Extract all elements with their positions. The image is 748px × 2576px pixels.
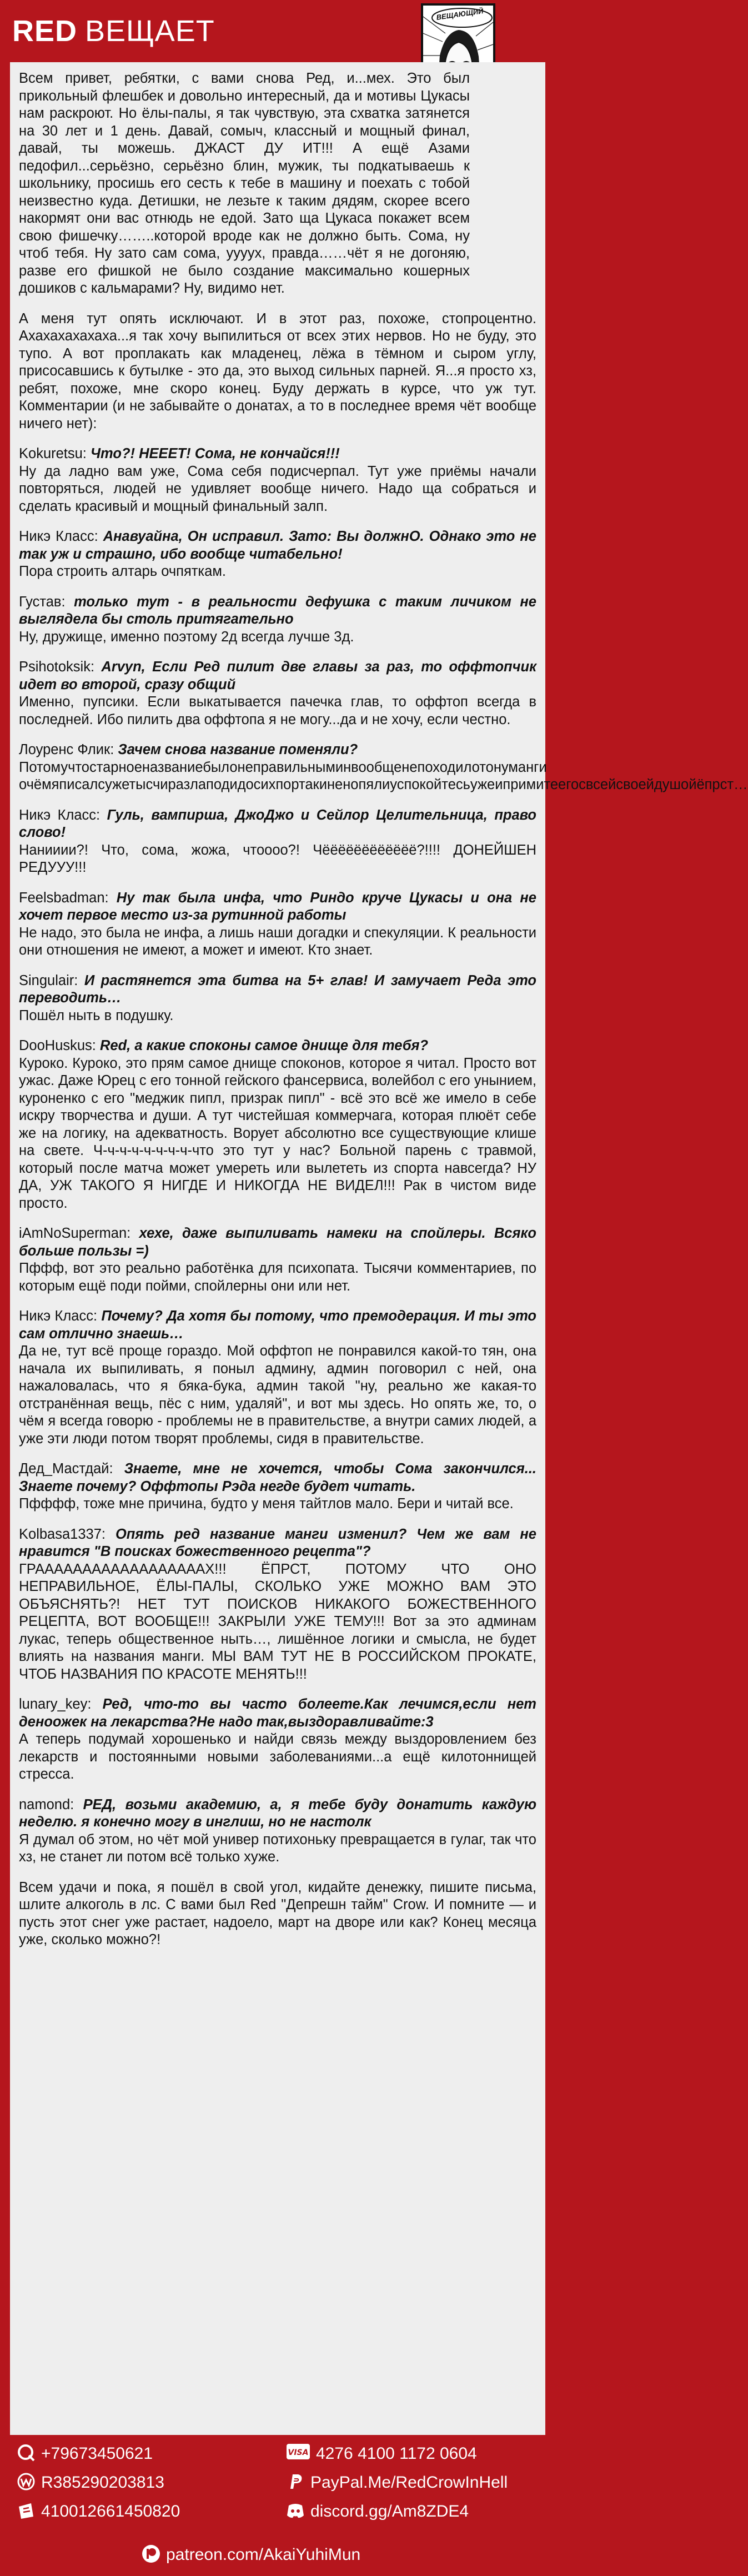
patreon-address: patreon.com/AkaiYuhiMun bbox=[166, 2545, 361, 2564]
comment-item bbox=[19, 807, 536, 877]
comment-quote: только тут - в реальности дефушка с таким личиком не выглядела бы столь притягательно bbox=[19, 594, 536, 627]
comment-reply: Да не, тут всё проще гораздо. Мой оффтоп не понравился какой-то тян, она начала их выпиливать, я поныл админу, админ поговорил с ней, она нажаловалась, что я бяка-бука, админ такой "ну, реально же какая-то отстранённая вещь, пёс с ним, удаляй", и вот мы здесь. Но опять же, то, о чём я всегда говорю - проблемы не в правительстве, а внутри самих людей, а уже эти люди потом творят проблемы, сидя в правительстве. bbox=[19, 1343, 536, 1447]
comment-item bbox=[19, 1460, 536, 1513]
comment-author: Густав: bbox=[19, 594, 66, 610]
yandex-money-link[interactable] bbox=[17, 2500, 180, 2522]
comment-author: Psihotoksik: bbox=[19, 659, 95, 675]
comment-reply: Пфффф, тоже мне причина, будто у меня тайтлов мало. Бери и читай все. bbox=[19, 1496, 514, 1512]
comment-item bbox=[19, 972, 536, 1025]
comment-item bbox=[19, 1526, 536, 1684]
offtop-text-panel bbox=[10, 62, 748, 2435]
comment-item bbox=[19, 741, 748, 794]
qiwi-number: +79673450621 bbox=[41, 2444, 153, 2463]
qiwi-icon bbox=[17, 2443, 36, 2462]
comment-author: Feelsbadman: bbox=[19, 890, 109, 906]
brand-bold: RED bbox=[12, 14, 78, 48]
comment-reply: А теперь подумай хорошенько и найди связь между выздоровлением без лекарств и постоянными новыми заболеваниями...а ещё килотоннищей стресса. bbox=[19, 1731, 536, 1782]
yandex-money-wallet: 410012661450820 bbox=[41, 2502, 180, 2521]
comment-author: Singulair: bbox=[19, 972, 78, 988]
comment-item bbox=[19, 659, 536, 729]
comment-reply: Именно, пупсики. Если выкатывается пачечка глав, то оффтоп всегда в последней. Ибо пилить два оффтопа я не могу...да и не хочу, если честно. bbox=[19, 694, 536, 727]
yandex-money-icon bbox=[17, 2501, 36, 2520]
comment-quote: Опять ред название манги изменил? Чем же вам не нравится "В поисках божественного рецепта"? bbox=[19, 1526, 536, 1559]
comment-author: DooHuskus: bbox=[19, 1038, 96, 1053]
comment-reply: Ну да ладно вам уже, Сома себя подисчерпал. Тут уже приёмы начали повторяться, людей не удивляет вообще ничего. Надо ща собраться и сделать красивый и мощный финальный залп. bbox=[19, 463, 536, 514]
webmoney-wallet: R385290203813 bbox=[41, 2473, 164, 2492]
comment-reply: Я думал об этом, но чёт мой универ потихоньку превращается в гулаг, так что хз, не станет ли потом всё только хуже. bbox=[19, 1831, 536, 1865]
discord-icon bbox=[286, 2501, 305, 2520]
comment-quote: И растянется эта битва на 5+ глав! И замучает Реда это переводить… bbox=[19, 972, 536, 1006]
visa-card-number: 4276 4100 1172 0604 bbox=[316, 2444, 477, 2463]
comment-quote: РЕД, возьми академию, а, я тебе буду донатить каждую неделю. я конечно могу в инглиш, но не настолк bbox=[19, 1796, 536, 1830]
portrait-caption: ВЕЩАЮЩИЙ bbox=[435, 7, 484, 22]
comment-reply: Нанииии?! Что, сома, жожа, чтоооо?! Чёёёёёёёёёёёё?!!!! ДОНЕЙШЕН РЕДУУУ!!! bbox=[19, 842, 536, 875]
comment-item bbox=[19, 528, 536, 581]
patreon-link[interactable] bbox=[142, 2543, 360, 2565]
comment-author: iAmNoSuperman: bbox=[19, 1226, 131, 1241]
comment-quote: Анавуайна, Он исправил. Зато: Вы должнО. Однако это не так уж и страшно, ибо вообще читабельно! bbox=[19, 529, 536, 562]
discord-invite: discord.gg/Am8ZDE4 bbox=[310, 2502, 469, 2521]
comment-author: Никэ Класс: bbox=[19, 529, 98, 544]
qiwi-link[interactable] bbox=[17, 2442, 153, 2464]
comment-item bbox=[19, 890, 536, 960]
comment-quote: Arvyn, Если Ред пилит две главы за раз, то оффтопчик идет во второй, сразу общий bbox=[19, 659, 536, 692]
comment-reply: Куроко. Куроко, это прям самое днище споконов, которое я читал. Просто вот ужас. Даже Юрец с его тонной гейского фансервиса, волейбол с его унынием, куроненко с его "меджик пипл, призрак пипл" - всё это всё же имело в себе искру творчества и души. А тут чистейшая коммерчага, которая плюёт себе же на логику, на адекватность. Ворует абсолютно все существующие клише на свете. Ч-ч-ч-ч-ч-ч-ч-ч-что это тут у нас? Больной парень с травмой, который после матча может умереть или вылететь из спорта навсегда? НУ ДА, УЖ ТАКОГО Я НИГДЕ И НИКОГДА НЕ ВИДЕЛ!!! Рак в чистом виде просто. bbox=[19, 1055, 536, 1211]
webmoney-icon bbox=[17, 2472, 36, 2491]
comment-item bbox=[19, 1696, 536, 1784]
comment-author: namond: bbox=[19, 1796, 74, 1812]
comment-quote: Гуль, вампирша, ДжоДжо и Сейлор Целительница, право слово! bbox=[19, 807, 536, 840]
comment-author: Kolbasa1337: bbox=[19, 1526, 106, 1542]
comment-author: Лоуренс Флик: bbox=[19, 742, 114, 757]
svg-text:VISA: VISA bbox=[288, 2448, 309, 2458]
comment-quote: Знаете, мне не хочется, чтобы Сома закончился... Знаете почему? Оффтопы Рэда негде будет читать. bbox=[19, 1461, 537, 1494]
comment-quote: Что?! НЕЕЕТ! Сома, не кончайся!!! bbox=[91, 446, 340, 461]
visa-card-link[interactable] bbox=[286, 2442, 477, 2464]
comment-reply: Потомучтостарноеназваниебылонеправильныминвообщенепоходилотонуманги очёмяписалсужетысчиразлаподидосихпортакиненопялиуспокойтесьужеипримитеегосвсейсвоейдушойёпрст… bbox=[19, 759, 748, 792]
comment-author: lunary_key: bbox=[19, 1696, 92, 1712]
outro-paragraph: Всем удачи и пока, я пошёл в свой угол, кидайте денежку, пишите письма, шлите алкоголь в лс. С вами был Red "Депрешн тайм" Crow. И помните — и пусть этот снег уже растает, надоело, март на дворе или как? Конец месяца уже, сколько можно?! bbox=[19, 1879, 536, 1947]
comment-quote: хехе, даже выпиливать намеки на спойлеры. Всяко больше пользы =) bbox=[19, 1226, 536, 1259]
comment-item bbox=[19, 1308, 536, 1448]
comment-quote: Ред, что-то вы часто болеете.Как лечимся,если нет деноожек на лекарства?Не надо так,выздоравливайте:3 bbox=[19, 1696, 536, 1730]
comment-reply: Не надо, это была не инфа, а лишь наши догадки и спекуляции. К реальности они отношения не имеют, а может и имеют. Кто знает. bbox=[19, 925, 536, 958]
discord-link[interactable] bbox=[286, 2500, 469, 2522]
patreon-icon bbox=[142, 2544, 160, 2563]
comment-item bbox=[19, 1796, 536, 1866]
visa-card-icon bbox=[286, 2443, 310, 2462]
paypal-address: PayPal.Me/RedCrowInHell bbox=[310, 2473, 508, 2492]
comment-reply: Пошёл ныть в подушку. bbox=[19, 1007, 174, 1023]
brand-title bbox=[12, 14, 215, 48]
comment-author: Kokuretsu: bbox=[19, 446, 87, 461]
donation-footer bbox=[0, 2438, 555, 2576]
comment-quote: Red, а какие споконы самое днище для тебя? bbox=[100, 1038, 429, 1053]
comment-author: Никэ Класс: bbox=[19, 1308, 98, 1324]
comment-author: Дед_Мастдай: bbox=[19, 1461, 113, 1477]
comment-reply: Пффф, вот это реально работёнка для психопата. Тысячи комментариев, по которым ещё поди пойми, спойлерны они или нет. bbox=[19, 1261, 536, 1294]
intro-paragraph: А меня тут опять исключают. И в этот раз, похоже, стопроцентно. Ахахахахахаха...я так хочу выпилиться от всех этих нервов. Но не буду, это тупо. А вот проплакать как младенец, лёжа в тёмном и сыром углу, присосавшись к бутылке - это да, это выход сильных парней. Я...я просто хз, ребят, похоже, мне скоро конец. Буду держать в курсе, что уж тут. Комментарии (и не забывайте о донатах, а то в последнее время чёт вообще ничего нет): bbox=[19, 310, 536, 431]
intro-paragraph: Всем привет, ребятки, с вами снова Ред, и...мех. Это был прикольный флешбек и довольно интересный, да и мотивы Цукасы нам раскроют. Но ёлы-палы, я так чувствую, эта схватка затянется на 30 лет и 1 день. Давай, сомыч, классный и мощный финал, давай, ты можешь. ДЖАСТ ДУ ИТ!!! А ещё Азами педофил...серьёзно, серьёзно блин, мужик, ты подкатываешь к школьнику, просишь его сесть к тебе в машину и поехать с тобой неизвестно куда. Детишки, не лезьте к таким дядям, скорее всего накормят они вас отнюдь не едой. Зато ща Цукаса покажет всем свою фишечку……..которой вроде как не должно быть. Сома, ну чтоб тебя. Ну зато сам сома, уууух, правда……чёт я не догоняю, разве его фишкой не было создание максимально кошерных дошиков с кальмарами? Ну, видимо нет. bbox=[19, 71, 470, 296]
comment-item bbox=[19, 1225, 536, 1295]
comment-quote: Зачем снова название поменяли? bbox=[118, 742, 358, 757]
paypal-icon bbox=[286, 2472, 305, 2491]
comment-list bbox=[19, 445, 748, 1866]
comment-item bbox=[19, 1037, 536, 1212]
comment-item bbox=[19, 445, 536, 515]
brand-rest: ВЕЩАЕТ bbox=[85, 14, 215, 48]
webmoney-link[interactable] bbox=[17, 2471, 164, 2493]
comment-reply: Ну, дружище, именно поэтому 2д всегда лучше 3д. bbox=[19, 629, 354, 645]
comment-item bbox=[19, 594, 536, 646]
comment-reply: ГРААААААААААААААААААХ!!! ЁПРСТ, ПОТОМУ ЧТО ОНО НЕПРАВИЛЬНОЕ, ЁЛЫ-ПАЛЫ, СКОЛЬКО УЖЕ МОЖНО ВАМ ЭТО ОБЪЯСНЯТЬ?! НЕТ ТУТ ПОИСКОВ НИКАКОГО БОЖЕСТВЕННОГО РЕЦЕПТА, ВОТ ВООБЩЕ!!! ЗАКРЫЛИ УЖЕ ТЕМУ!!! Вот за это админам лукас, теперь общественное ныть…, лишённое логики и смысла, не будет влиять на названия манги. МЫ ВАМ ТУТ НЕ В РОССИЙСКОМ ПРОКАТЕ, ЧТОБ НАЗВАНИЯ ПО КРАСОТЕ МЕНЯТЬ!!! bbox=[19, 1561, 536, 1682]
comment-quote: Почему? Да хотя бы потому, что премодерация. И ты это сам отлично знаешь… bbox=[19, 1308, 537, 1342]
comment-author: Никэ Класс: bbox=[19, 807, 101, 823]
paypal-link[interactable] bbox=[286, 2471, 508, 2493]
comment-quote: Ну так была инфа, что Риндо круче Цукасы и она не хочет первое место из-за рутинной работы bbox=[19, 890, 536, 923]
comment-reply: Пора строить алтарь очпяткам. bbox=[19, 564, 226, 579]
